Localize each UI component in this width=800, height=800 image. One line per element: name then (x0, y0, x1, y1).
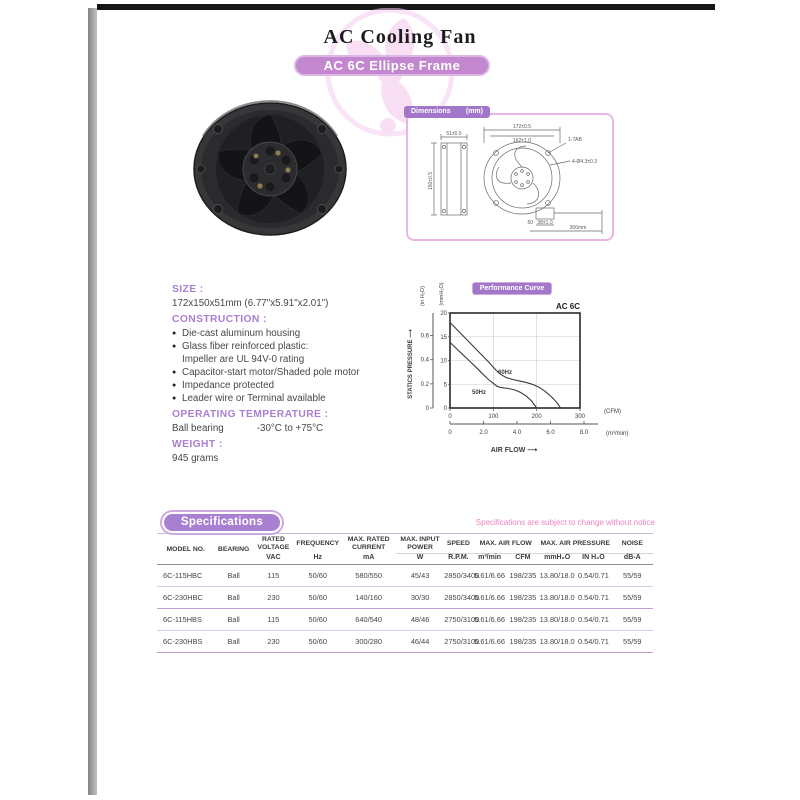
construction-item (172, 366, 407, 379)
table-cell: 5.61/6.66 (474, 571, 506, 581)
construction-heading: CONSTRUCTION : (172, 314, 267, 325)
table-cell: 140/160 (355, 593, 383, 603)
y-tick-mmh2o: 10 (440, 358, 447, 365)
unit-speed: R.P.M. (444, 554, 472, 565)
table-cell: 13.80/18.0 (539, 615, 575, 625)
table-cell: 55/59 (623, 571, 642, 581)
construction-item (172, 327, 407, 340)
size-value: 172x150x51mm (6.77"x5.91"x2.01") (172, 298, 329, 309)
table-cell: 6C-115HBC (163, 571, 203, 581)
dimensions-badge (404, 106, 490, 118)
table-cell: 230 (267, 637, 280, 647)
table-cell: 580/550 (355, 571, 383, 581)
y-tick-inh2o: 0 (425, 406, 429, 412)
chart-model-label: AC 6C (555, 302, 580, 311)
table-cell: 300/280 (355, 637, 383, 647)
unit-airflow-cfm: CFM (507, 554, 539, 565)
col-header-frequency: FREQUENCY (296, 540, 340, 548)
table-cell: 5.61/6.66 (474, 593, 506, 603)
x-axis-title: AIR FLOW ⟶ (490, 447, 538, 454)
x-axis-unit-secondary: (m³/min) (606, 431, 629, 437)
fan-photo (193, 100, 348, 240)
operating-heading: OPERATING TEMPERATURE : (172, 409, 329, 420)
unit-pressure-mm: mmH₂O (539, 554, 575, 565)
bullet-icon: ● (172, 369, 177, 376)
table-row (157, 587, 653, 609)
table-cell: 30/30 (410, 593, 430, 603)
dimensions-badge-label: Dimensions (411, 108, 451, 115)
table-row (157, 565, 653, 587)
x-tick-m3min: 2.0 (479, 430, 488, 436)
unit-noise: dB-A (612, 554, 653, 565)
col-header-noise: NOISE (612, 534, 653, 554)
dim-front-holes: 162±1.0 (512, 138, 532, 144)
table-cell: 55/59 (623, 637, 642, 647)
weight-heading: WEIGHT : (172, 439, 223, 450)
y-tick-inh2o: 0.4 (420, 357, 429, 364)
x-tick-cfm: 100 (488, 414, 499, 420)
table-cell: 13.80/18.0 (539, 637, 575, 647)
unit-current: mA (341, 554, 395, 565)
unit-pressure-in: IN H₂O (575, 554, 611, 565)
construction-item-text: Leader wire or Terminal available (182, 393, 326, 404)
y-tick-mmh2o: 5 (443, 382, 447, 389)
dimensions-drawing (406, 113, 610, 237)
table-cell: 48/46 (410, 615, 430, 625)
construction-item-text: Capacitor-start motor/Shaded pole motor (182, 367, 360, 378)
table-cell: Ball (227, 593, 240, 603)
x-tick-m3min: 8.0 (579, 430, 589, 436)
table-cell: 5.61/6.66 (474, 637, 506, 647)
bullet-icon: ● (172, 395, 177, 402)
dim-lead: 300mm (569, 225, 587, 231)
page-title: AC Cooling Fan (323, 26, 477, 48)
series-badge: AC 6C Ellipse Frame (294, 55, 490, 76)
table-cell: 198/235 (509, 615, 537, 625)
table-cell: 50/60 (308, 615, 328, 625)
dimensions-badge-unit: (mm) (465, 108, 483, 115)
table-cell: 230 (267, 593, 280, 603)
x-tick-m3min: 0 (448, 430, 452, 436)
y-tick-inh2o: 0.6 (420, 333, 429, 340)
col-header-airflow: MAX. AIR FLOW (472, 534, 539, 554)
table-cell: 55/59 (623, 593, 642, 603)
table-cell: 50/60 (308, 637, 328, 647)
x-tick-m3min: 6.0 (546, 430, 555, 436)
x-tick-cfm: 200 (531, 414, 542, 420)
table-cell: 0.54/0.71 (578, 571, 609, 581)
table-cell: 50/60 (308, 571, 328, 581)
construction-item-text: Impedance protected (182, 380, 275, 391)
unit-frequency: Hz (294, 554, 341, 565)
table-cell: 0.54/0.71 (578, 615, 609, 625)
col-header-bearing: BEARING (214, 534, 252, 565)
size-heading: SIZE : (172, 284, 204, 295)
table-cell: 115 (267, 571, 280, 581)
table-cell: 13.80/18.0 (539, 593, 575, 603)
specifications-note: Specifications are subject to change without notice (475, 518, 655, 527)
table-cell: 2850/3400 (444, 593, 480, 603)
y-tick-mmh2o: 15 (440, 334, 447, 341)
table-cell: 198/235 (509, 571, 537, 581)
dim-front-width: 172±0.5 (512, 124, 532, 130)
table-cell: Ball (227, 615, 240, 625)
table-row (157, 631, 653, 653)
unit-voltage: VAC (253, 554, 294, 565)
x-tick-cfm: 0 (448, 414, 452, 420)
y-axis-unit-left: (in H₂O) (420, 286, 426, 306)
series-label-60Hz: 60Hz (498, 370, 513, 376)
table-cell: 198/235 (509, 593, 537, 603)
bullet-icon: ● (172, 330, 177, 337)
series-label-50Hz: 50Hz (472, 390, 487, 396)
y-axis-unit-right: (mmH₂O) (439, 282, 445, 306)
table-cell: 0.54/0.71 (578, 593, 609, 603)
table-cell: 46/44 (410, 637, 430, 647)
col-header-model: MODEL NO. (157, 534, 214, 565)
table-cell: 115 (267, 615, 280, 625)
unit-airflow-m3: m³/min (472, 554, 506, 565)
construction-item (172, 379, 407, 392)
y-tick-inh2o: 0.2 (420, 381, 429, 388)
table-cell: Ball (227, 571, 240, 581)
dim-side-width: 51±0.5 (446, 131, 462, 137)
series-60Hz (450, 323, 561, 409)
specifications-badge: Specifications (162, 512, 282, 533)
table-cell: 13.80/18.0 (539, 571, 575, 581)
construction-item (172, 340, 407, 353)
table-cell: 50/60 (308, 593, 328, 603)
table-cell: 0.54/0.71 (578, 637, 609, 647)
table-cell: 6C-230HBC (163, 593, 203, 603)
dim-side-height: 150±0.5 (428, 171, 434, 191)
bearing-type-label: Ball bearing (172, 423, 224, 434)
y-tick-mmh2o: 0 (443, 406, 447, 412)
construction-item-subtext: Impeller are UL 94V-0 rating (182, 354, 305, 365)
col-header-power: MAX. INPUT POWER (396, 534, 444, 554)
product-spec-text (172, 280, 407, 465)
x-tick-m3min: 4.0 (512, 430, 522, 436)
col-header-speed: SPEED (444, 534, 472, 554)
operating-row (172, 422, 407, 435)
x-tick-cfm: 300 (574, 414, 586, 420)
table-cell: 640/540 (355, 615, 383, 625)
table-cell: 2750/3100 (444, 615, 480, 625)
construction-item-text: Glass fiber reinforced plastic: (182, 341, 309, 352)
construction-item (172, 392, 407, 405)
y-tick-mmh2o: 20 (440, 311, 447, 317)
col-header-voltage: RATED VOLTAGE (257, 536, 290, 552)
construction-list (172, 327, 407, 405)
table-cell: 45/43 (410, 571, 430, 581)
construction-item-text: Die-cast aluminum housing (182, 328, 301, 339)
bullet-icon: ● (172, 343, 177, 350)
col-header-current: MAX. RATED CURRENT (347, 536, 390, 552)
specifications-table (157, 533, 653, 653)
col-header-pressure: MAX. AIR PRESSURE (539, 534, 612, 554)
temperature-range: -30°C to +75°C (256, 423, 324, 434)
table-cell: 2850/3400 (444, 571, 480, 581)
table-cell: Ball (227, 637, 240, 647)
table-cell: 55/59 (623, 615, 642, 625)
table-cell: 6C-115HBS (163, 615, 202, 625)
table-row (157, 609, 653, 631)
performance-curve-badge: Performance Curve (472, 282, 552, 295)
y-axis-title: STATICS PRESSURE ⟶ (408, 329, 414, 399)
table-cell: 5.61/6.66 (474, 615, 506, 625)
table-cell: 2750/3100 (444, 637, 480, 647)
unit-power: W (396, 554, 444, 565)
table-cell: 6C-230HBS (163, 637, 203, 647)
dim-term-a: 38±1.0 (537, 220, 553, 226)
dim-tab: 1-TAB (568, 137, 582, 143)
table-cell: 198/235 (509, 637, 537, 647)
bullet-icon: ● (172, 382, 177, 389)
performance-curve-chart (402, 272, 652, 472)
dim-hole: 4-Ø4.3±0.3 (572, 159, 597, 165)
dim-term-b: 50 (527, 220, 533, 226)
x-axis-unit-primary: (CFM) (604, 409, 621, 415)
scan-edge-strip (88, 8, 97, 795)
weight-value: 945 grams (172, 453, 219, 464)
